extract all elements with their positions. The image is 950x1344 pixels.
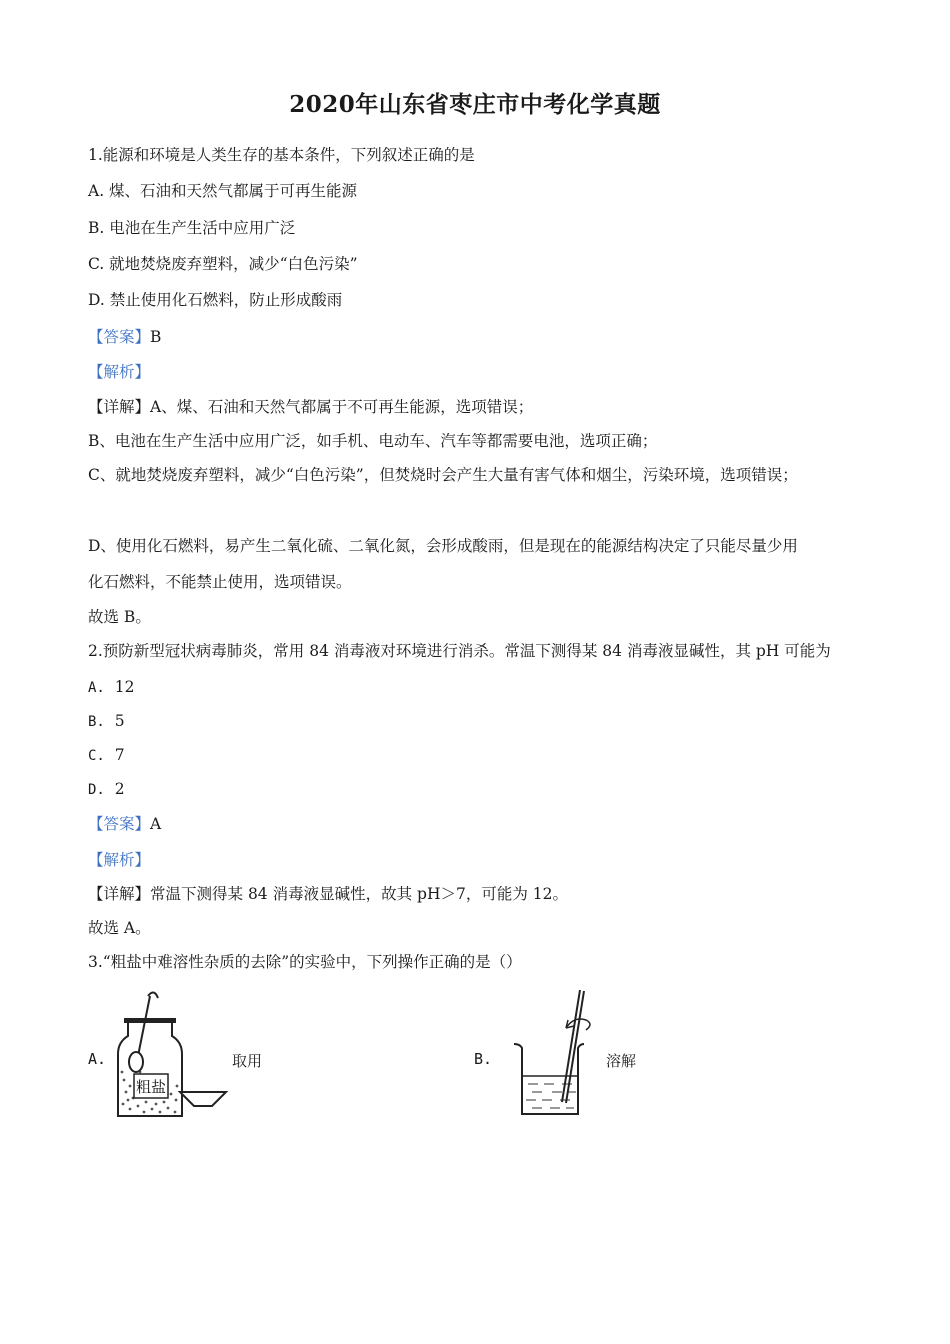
q2-analysis-tag: 【解析】 <box>88 851 151 869</box>
q2-answer <box>88 813 161 835</box>
spoon-bowl <box>129 1052 143 1072</box>
answer-tag: 【答案】 <box>88 328 151 346</box>
detail-tag: 【详解】 <box>88 885 151 903</box>
beaker-illustration <box>508 986 608 1121</box>
q3-option-b-letter: B. <box>474 1050 493 1068</box>
q2-option-c <box>88 744 125 767</box>
q1-option-b: B. 电池在生产生活中应用广泛 <box>88 219 296 237</box>
option-letter: D. <box>88 782 105 798</box>
jar-label-text: 粗盐 <box>135 1078 167 1096</box>
jar-lid <box>124 1018 176 1023</box>
q1-option-a: A. 煤、石油和天然气都属于可再生能源 <box>88 182 358 200</box>
q1-detail-d: D、使用化石燃料，易产生二氧化硫、二氧化氮，会形成酸雨，但是现在的能源结构决定了只能尽量少用 <box>88 537 798 555</box>
q1-option-c: C. 就地焚烧废弃塑料，减少“白色污染” <box>88 255 358 273</box>
spoon-handle <box>138 996 150 1056</box>
page-title: 2020年山东省枣庄市中考化学真题 <box>289 91 661 118</box>
option-letter: C. <box>88 748 105 764</box>
q3-option-a-letter: A. <box>88 1050 107 1068</box>
answer-tag: 【答案】 <box>88 815 151 833</box>
detail-tag: 【详解】 <box>88 398 151 416</box>
salt-jar-illustration <box>108 988 238 1123</box>
answer-value: A <box>150 815 162 833</box>
evaporating-dish <box>180 1092 226 1106</box>
q1-detail-b: B、电池在生产生活中应用广泛，如手机、电动车、汽车等都需要电池，选项正确； <box>88 432 658 450</box>
q3-option-a-caption: 取用 <box>232 1052 263 1070</box>
q1-analysis-tag: 【解析】 <box>88 363 151 381</box>
q3-stem: 3.“粗盐中难溶性杂质的去除”的实验中，下列操作正确的是（） <box>88 953 522 971</box>
q2-option-a <box>88 676 134 699</box>
detail-text: 常温下测得某 84 消毒液显碱性，故其 pH＞7，可能为 12。 <box>150 885 568 903</box>
jar-body <box>118 1023 182 1116</box>
option-value: 12 <box>114 678 135 696</box>
q2-option-d <box>88 778 125 801</box>
q1-option-d: D. 禁止使用化石燃料，防止形成酸雨 <box>88 291 343 309</box>
q3-option-b-caption: 溶解 <box>606 1052 637 1070</box>
q1-detail-a <box>88 396 533 418</box>
answer-value: B <box>150 328 162 346</box>
option-value: 7 <box>114 746 125 764</box>
option-value: 5 <box>114 712 125 730</box>
q2-stem: 2.预防新型冠状病毒肺炎，常用 84 消毒液对环境进行消杀。常温下测得某 84 消毒液显碱性，其 pH 可能为 <box>88 642 831 660</box>
q1-conclusion: 故选 B。 <box>88 608 151 626</box>
option-letter: A. <box>88 680 105 696</box>
q1-detail-c: C、就地焚烧废弃塑料，减少“白色污染”，但焚烧时会产生大量有害气体和烟尘，污染环境，选项错误； <box>88 466 798 484</box>
q2-conclusion: 故选 A。 <box>88 919 151 937</box>
option-value: 2 <box>114 780 125 798</box>
option-letter: B. <box>88 714 105 730</box>
q1-answer <box>88 326 161 348</box>
detail-text: A、煤、石油和天然气都属于不可再生能源，选项错误； <box>150 398 534 416</box>
q2-option-b <box>88 710 125 733</box>
q2-detail <box>88 883 568 905</box>
q1-stem: 1.能源和环境是人类生存的基本条件，下列叙述正确的是 <box>88 146 475 164</box>
q1-detail-d-cont: 化石燃料，不能禁止使用，选项错误。 <box>88 573 352 591</box>
